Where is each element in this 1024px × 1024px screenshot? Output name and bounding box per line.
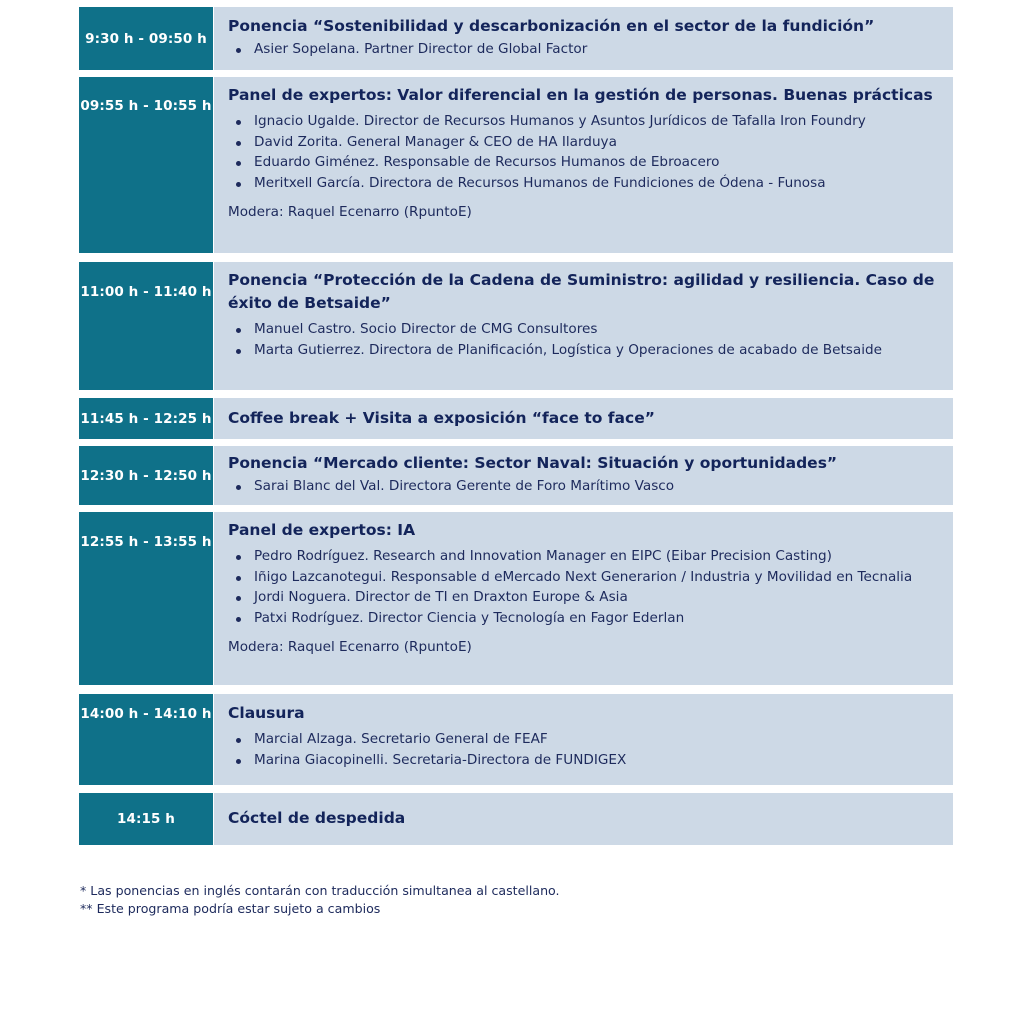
- moderator-text: Modera: Raquel Ecenarro (RpuntoE): [228, 203, 472, 220]
- session-row: [79, 446, 953, 505]
- session-time: 14:15 h: [79, 793, 213, 845]
- speaker-item: Iñigo Lazcanotegui. Responsable d eMercado Next Generarion / Industria y Movilidad en Tecnalia: [254, 567, 939, 588]
- speaker-item: Ignacio Ugalde. Director de Recursos Humanos y Asuntos Jurídicos de Tafalla Iron Foundry: [254, 111, 939, 132]
- session-title: Panel de expertos: Valor diferencial en la gestión de personas. Buenas prácticas: [228, 86, 933, 104]
- session-content: [214, 398, 953, 439]
- session-row: [79, 77, 953, 253]
- session-title: Ponencia “Sostenibilidad y descarbonización en el sector de la fundición”: [228, 17, 875, 35]
- session-title: Clausura: [228, 704, 305, 722]
- footnote-translation: * Las ponencias en inglés contarán con traducción simultanea al castellano.: [80, 883, 560, 898]
- speaker-item: Meritxell García. Directora de Recursos Humanos de Fundiciones de Ódena - Funosa: [254, 173, 939, 194]
- session-content: [214, 262, 953, 390]
- session-time: 12:55 h - 13:55 h: [79, 512, 213, 685]
- speaker-list: [228, 39, 939, 60]
- footnote-changes: ** Este programa podría estar sujeto a cambios: [80, 901, 381, 916]
- speaker-item: Marcial Alzaga. Secretario General de FEAF: [254, 729, 939, 750]
- session-content: [214, 77, 953, 253]
- session-row: [79, 262, 953, 390]
- session-row: [79, 398, 953, 439]
- session-time: 12:30 h - 12:50 h: [79, 446, 213, 505]
- speaker-item: Jordi Noguera. Director de TI en Draxton Europe & Asia: [254, 587, 939, 608]
- session-content: [214, 446, 953, 505]
- session-time: 09:55 h - 10:55 h: [79, 77, 213, 253]
- speaker-item: Sarai Blanc del Val. Directora Gerente de Foro Marítimo Vasco: [254, 476, 939, 497]
- session-time: 14:00 h - 14:10 h: [79, 694, 213, 785]
- speaker-list: [228, 319, 939, 360]
- session-row: [79, 7, 953, 70]
- speaker-item: Manuel Castro. Socio Director de CMG Consultores: [254, 319, 939, 340]
- speaker-item: Asier Sopelana. Partner Director de Global Factor: [254, 39, 939, 60]
- session-row: [79, 694, 953, 785]
- session-content: [214, 512, 953, 685]
- session-time: 11:45 h - 12:25 h: [79, 398, 213, 439]
- session-content: [214, 7, 953, 70]
- session-title: Ponencia “Mercado cliente: Sector Naval: Situación y oportunidades”: [228, 454, 838, 472]
- speaker-item: David Zorita. General Manager & CEO de HA Ilarduya: [254, 132, 939, 153]
- speaker-item: Eduardo Giménez. Responsable de Recursos Humanos de Ebroacero: [254, 152, 939, 173]
- speaker-item: Pedro Rodríguez. Research and Innovation Manager en EIPC (Eibar Precision Casting): [254, 546, 939, 567]
- session-row: [79, 512, 953, 685]
- speaker-list: [228, 111, 939, 194]
- speaker-item: Marina Giacopinelli. Secretaria-Directora de FUNDIGEX: [254, 750, 939, 771]
- session-time: 11:00 h - 11:40 h: [79, 262, 213, 390]
- session-title: Ponencia “Protección de la Cadena de Suministro: agilidad y resiliencia. Caso de éxito de Betsaide”: [228, 271, 935, 312]
- speaker-item: Marta Gutierrez. Directora de Planificación, Logística y Operaciones de acabado de Betsaide: [254, 340, 939, 361]
- session-title: Cóctel de despedida: [228, 809, 406, 827]
- session-row: [79, 793, 953, 845]
- speaker-list: [228, 546, 939, 629]
- speaker-list: [228, 729, 939, 770]
- session-content: [214, 793, 953, 845]
- session-content: [214, 694, 953, 785]
- speaker-list: [228, 476, 939, 497]
- session-title: Panel de expertos: IA: [228, 521, 416, 539]
- session-title: Coffee break + Visita a exposición “face to face”: [228, 409, 655, 427]
- footnotes: [80, 882, 560, 918]
- session-time: 9:30 h - 09:50 h: [79, 7, 213, 70]
- moderator-text: Modera: Raquel Ecenarro (RpuntoE): [228, 638, 472, 655]
- speaker-item: Patxi Rodríguez. Director Ciencia y Tecnología en Fagor Ederlan: [254, 608, 939, 629]
